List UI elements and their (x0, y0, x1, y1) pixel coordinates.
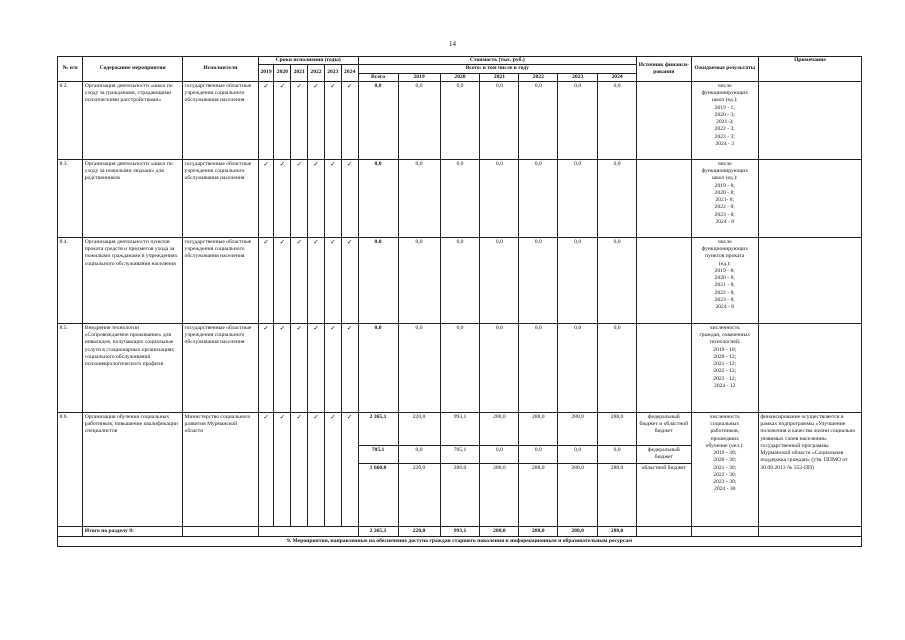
cost-value: 288,0 (558, 526, 598, 536)
cost-total: 0,0 (358, 81, 398, 159)
header-year: 2021 (291, 65, 308, 82)
row-note (758, 81, 861, 159)
check-mark: ✓ (308, 237, 325, 323)
header-terms: Сроки исполнения (годы) (258, 57, 358, 65)
row-num: 8.5. (58, 323, 83, 412)
header-year: 2020 (274, 65, 291, 82)
header-executors: Исполнители (183, 57, 259, 82)
check-mark: ✓ (324, 159, 341, 237)
total-note (758, 526, 861, 536)
cost-value: 0,0 (558, 323, 598, 412)
cost-value: 0,0 (440, 81, 480, 159)
total-source (637, 526, 692, 536)
cost-value: 288,0 (558, 463, 598, 526)
page-number: 14 (449, 40, 456, 48)
total-result (691, 526, 758, 536)
row-source: областной бюджет (637, 463, 692, 526)
cost-value: 220,0 (398, 463, 440, 526)
header-source: Источник финанси-рования (637, 57, 692, 82)
total-row (58, 526, 862, 536)
check-mark: ✓ (341, 323, 358, 412)
row-executor: государственные областные учреждения социального обслуживания населения (183, 81, 259, 159)
header-cost-year: 2019 (398, 73, 440, 81)
header-cost-year: 2023 (558, 73, 598, 81)
header-year: 2022 (308, 65, 325, 82)
check-mark: ✓ (258, 81, 274, 159)
row-source: федеральный бюджет (637, 445, 692, 463)
total-label: Итого по разделу 8: (83, 526, 183, 536)
check-mark: ✓ (324, 237, 341, 323)
cost-total: 1 660,0 (358, 463, 398, 526)
check-mark: ✓ (274, 159, 291, 237)
row-result: число функционирующих пунктов проката (ед.): 2019 - 8; 2020 - 8; 2021 - 8; 2022 - 8; 2023 - 8; 2024 - 8 (691, 237, 758, 323)
cost-value: 288,0 (519, 412, 558, 445)
cost-value: 288,0 (480, 463, 519, 526)
check-mark: ✓ (274, 237, 291, 323)
header-cost-year: 2021 (480, 73, 519, 81)
table-row (58, 323, 862, 412)
check-mark: ✓ (274, 81, 291, 159)
table-row (58, 237, 862, 323)
cost-total: 0,0 (358, 237, 398, 323)
cost-value: 0,0 (598, 81, 637, 159)
cost-value: 288,0 (440, 463, 480, 526)
header-cost-year: 2024 (598, 73, 637, 81)
total-terms (258, 526, 358, 536)
cost-value: 0,0 (519, 237, 558, 323)
row-executor: государственные областные учреждения социального обслуживания населения (183, 323, 259, 412)
check-mark: ✓ (308, 81, 325, 159)
row-source (637, 237, 692, 323)
check-mark: ✓ (291, 237, 308, 323)
cost-value: 220,0 (398, 412, 440, 445)
cost-value: 0,0 (480, 323, 519, 412)
cost-value: 0,0 (398, 159, 440, 237)
header-num: № п/п (58, 57, 83, 82)
check-mark: ✓ (258, 323, 274, 412)
check-mark: ✓ (308, 412, 325, 526)
cost-value: 0,0 (598, 159, 637, 237)
row-content: Внедрение технологии «Сопровождаемое проживание» для инвалидов, получающих социальные услуги в стационарных организациях социального обслуживания психоневрологического профиля (83, 323, 183, 412)
total-num (58, 526, 83, 536)
cost-value: 993,1 (440, 412, 480, 445)
cost-value: 288,0 (598, 526, 637, 536)
cost-total: 0,0 (358, 323, 398, 412)
row-content: Организация деятельности пунктов проката средств и предметов ухода за пожилыми гражданами в учреждениях социального обслуживания населения (83, 237, 183, 323)
cost-value: 0,0 (480, 159, 519, 237)
row-result: число функционирующих школ (ед.): 2019 - 8; 2020 - 8; 2021- 8; 2022 - 8; 2023 - 8; 2024 - 8 (691, 159, 758, 237)
section-row (58, 537, 862, 547)
check-mark: ✓ (324, 323, 341, 412)
header-year: 2019 (258, 65, 274, 82)
cost-value: 0,0 (558, 159, 598, 237)
cost-value: 0,0 (398, 323, 440, 412)
table-header (58, 57, 862, 82)
check-mark: ✓ (274, 412, 291, 526)
cost-value: 220,0 (398, 526, 440, 536)
check-mark: ✓ (291, 81, 308, 159)
cost-value: 0,0 (558, 81, 598, 159)
cost-value: 288,0 (558, 412, 598, 445)
header-cost: Стоимость (тыс. руб.) (358, 57, 636, 65)
cost-value: 0,0 (598, 445, 637, 463)
header-expected: Ожидаемые результаты (691, 57, 758, 82)
cost-value: 0,0 (440, 159, 480, 237)
cost-total: 705,1 (358, 445, 398, 463)
header-total: Всего (358, 73, 398, 81)
cost-value: 0,0 (519, 159, 558, 237)
check-mark: ✓ (291, 159, 308, 237)
cost-value: 0,0 (480, 445, 519, 463)
row-executor: государственные областные учреждения социального обслуживания населения (183, 159, 259, 237)
cost-value: 288,0 (598, 463, 637, 526)
check-mark: ✓ (308, 159, 325, 237)
cost-value: 993,1 (440, 526, 480, 536)
row-result: численность социальных работников, прошедших обучение (чел.): 2019 - 30; 2020 - 30; 2021 - 30; 2022 - 30; 2023 - 30; 2024 - 30 (691, 412, 758, 526)
check-mark: ✓ (258, 237, 274, 323)
cost-total: 2 365,1 (358, 412, 398, 445)
row-result: число функционирующих школ (ед.): 2019 - 1; 2020 - 3; 2021-3; 2022 - 3; 2023 - 3; 2024 - 3 (691, 81, 758, 159)
table-row (58, 159, 862, 237)
cost-value: 0,0 (480, 81, 519, 159)
cost-value: 288,0 (519, 526, 558, 536)
check-mark: ✓ (258, 412, 274, 526)
cost-total: 2 365,1 (358, 526, 398, 536)
row-source: федеральный бюджет и областной бюджет (637, 412, 692, 445)
check-mark: ✓ (291, 412, 308, 526)
cost-value: 705,1 (440, 445, 480, 463)
check-mark: ✓ (291, 323, 308, 412)
cost-value: 0,0 (440, 237, 480, 323)
header-year: 2024 (341, 65, 358, 82)
cost-total: 0,0 (358, 159, 398, 237)
row-note: финансирование осуществляется в рамках подпрограммы «Улучшение положения и качества жизни социально уязвимых слоев населения» государственной программы Мурманской области «Социальная поддержка граждан» (утв. ППМО от 30.09.2013 № 553-ПП) (758, 412, 861, 526)
cost-value: 0,0 (598, 323, 637, 412)
section-title: 9. Мероприятия, направленные на обеспечение доступа граждан старшего поколения к информационным и образовательным ресурсам (58, 537, 862, 547)
row-result: численность граждан, охваченных технологией: 2019 - 10; 2020 - 12; 2021 - 12; 2022 - 12; 2023 - 12; 2024 - 12 (691, 323, 758, 412)
check-mark: ✓ (258, 159, 274, 237)
cost-value: 0,0 (398, 445, 440, 463)
check-mark: ✓ (341, 237, 358, 323)
activities-table (57, 56, 862, 547)
check-mark: ✓ (341, 412, 358, 526)
check-mark: ✓ (308, 323, 325, 412)
header-note: Примечание (758, 57, 861, 82)
cost-value: 0,0 (440, 323, 480, 412)
header-total-in-year: Всего: в том числе в году (358, 65, 636, 73)
row-executor: Министерство социального развития Мурманской области (183, 412, 259, 526)
cost-value: 288,0 (480, 526, 519, 536)
row-executor: государственные областные учреждения социального обслуживания населения (183, 237, 259, 323)
table-row (58, 412, 862, 445)
row-num: 8.4. (58, 237, 83, 323)
cost-value: 0,0 (480, 237, 519, 323)
cost-value: 0,0 (598, 237, 637, 323)
header-cost-year: 2022 (519, 73, 558, 81)
row-source (637, 81, 692, 159)
row-content: Организация обучения социальных работников, повышение квалификации специалистов (83, 412, 183, 526)
cost-value: 288,0 (480, 412, 519, 445)
cost-value: 288,0 (598, 412, 637, 445)
row-note (758, 237, 861, 323)
cost-value: 0,0 (519, 445, 558, 463)
cost-value: 0,0 (558, 445, 598, 463)
row-num: 8.2. (58, 81, 83, 159)
header-year: 2023 (324, 65, 341, 82)
cost-value: 0,0 (398, 81, 440, 159)
check-mark: ✓ (324, 81, 341, 159)
cost-value: 0,0 (558, 237, 598, 323)
table-row (58, 81, 862, 159)
header-cost-year: 2020 (440, 73, 480, 81)
cost-value: 0,0 (398, 237, 440, 323)
total-executor (183, 526, 259, 536)
cost-value: 0,0 (519, 323, 558, 412)
header-content: Содержание мероприятия (83, 57, 183, 82)
row-num: 8.6. (58, 412, 83, 526)
check-mark: ✓ (341, 159, 358, 237)
row-note (758, 323, 861, 412)
row-source (637, 323, 692, 412)
cost-value: 288,0 (519, 463, 558, 526)
row-note (758, 159, 861, 237)
cost-value: 0,0 (519, 81, 558, 159)
check-mark: ✓ (341, 81, 358, 159)
row-source (637, 159, 692, 237)
check-mark: ✓ (324, 412, 341, 526)
row-content: Организация деятельности «школ по уходу за пожилыми людьми» для родственников (83, 159, 183, 237)
row-num: 8.3. (58, 159, 83, 237)
check-mark: ✓ (274, 323, 291, 412)
row-content: Организация деятельности «школ по уходу за гражданами, страдающими психическими расстройствами» (83, 81, 183, 159)
